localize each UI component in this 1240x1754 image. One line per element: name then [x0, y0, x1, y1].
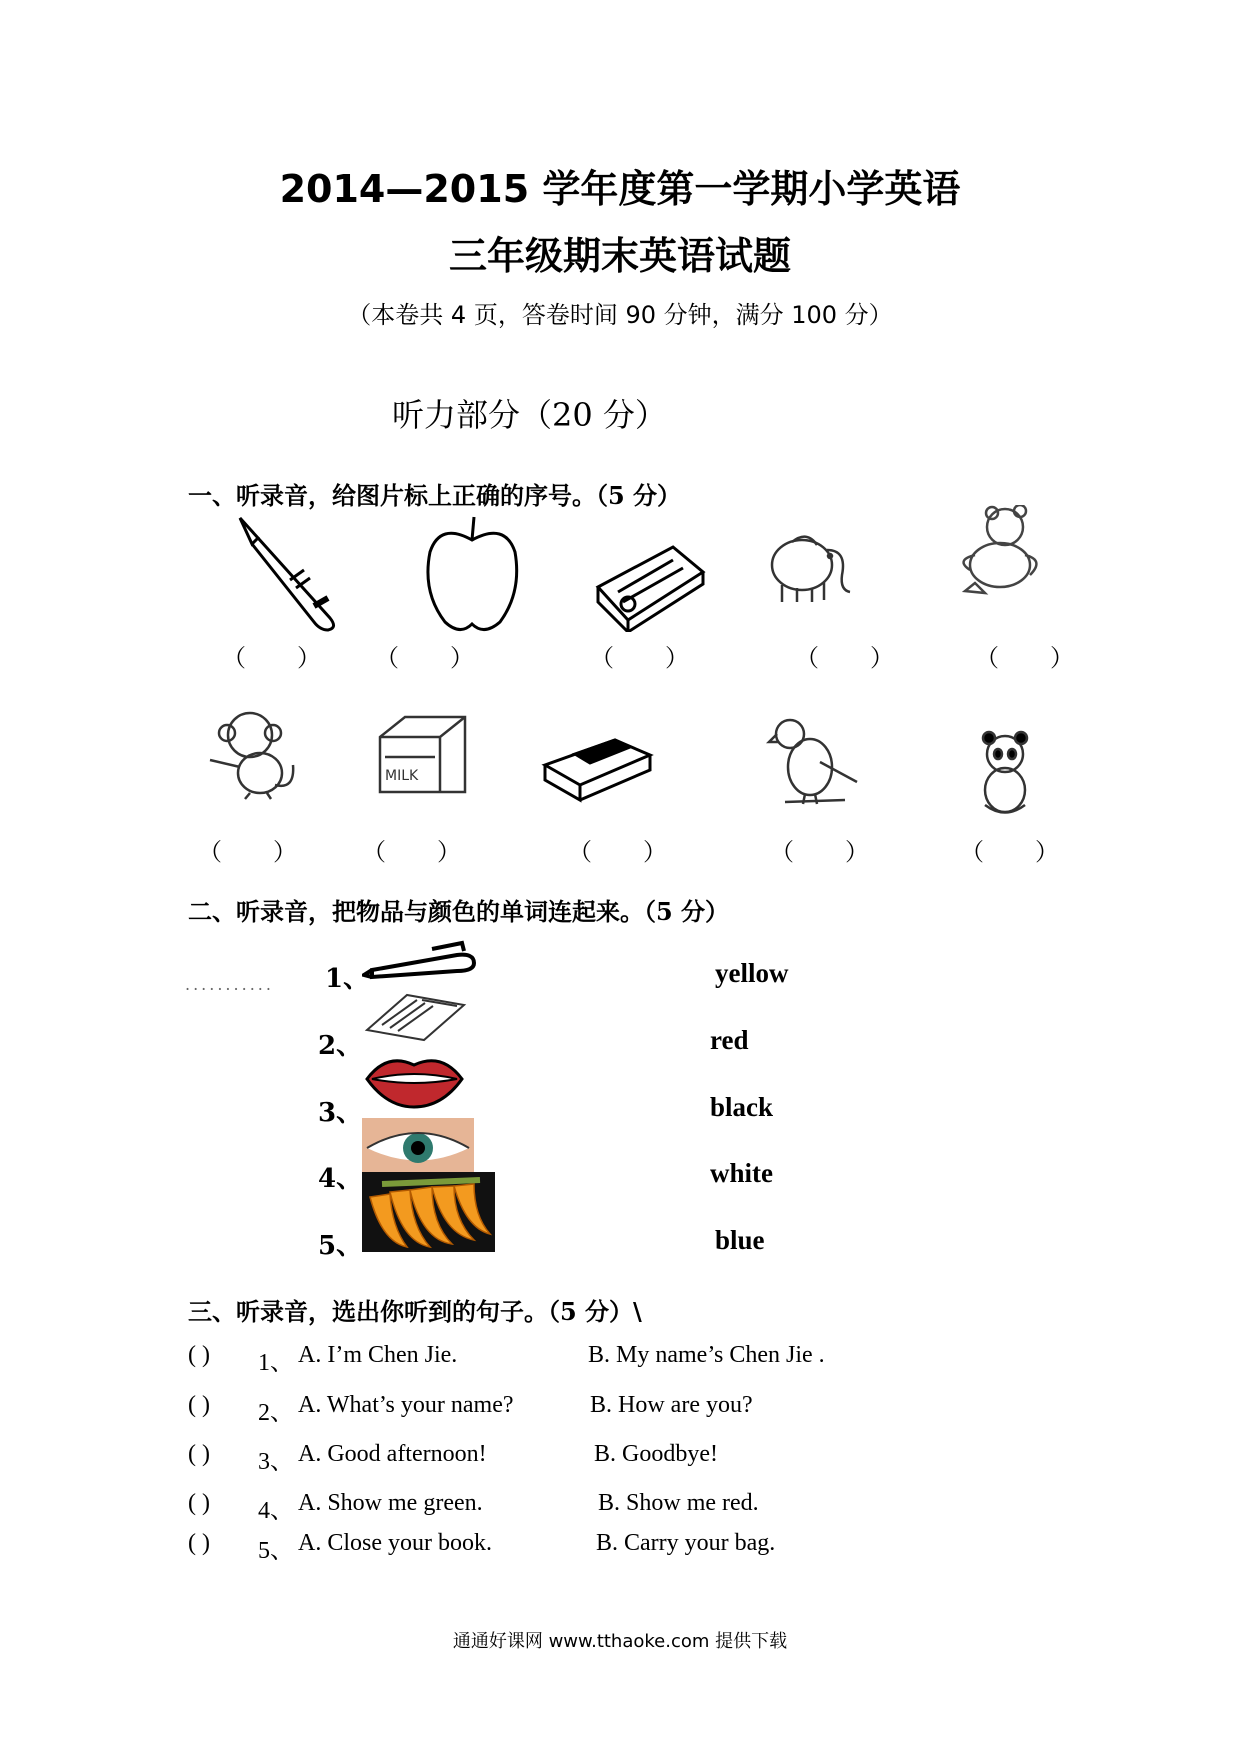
- question-5-paren[interactable]: ( ): [188, 1530, 210, 1556]
- question-4-option-a: A. Show me green.: [298, 1490, 483, 1516]
- question-4-option-b: B. Show me red.: [598, 1490, 759, 1516]
- match-item-number: 3、: [318, 1098, 363, 1128]
- color-word-white: white: [710, 1158, 773, 1188]
- exam-note: （本卷共 4 页，答卷时间 90 分钟，满分 100 分）: [347, 301, 893, 329]
- part2-title: 二、听录音，把物品与颜色的单词连起来。（5 分）: [188, 897, 730, 926]
- question-1-option-a: A. I’m Chen Jie.: [298, 1342, 458, 1368]
- question-3-number: 3、: [258, 1449, 294, 1475]
- answer-paren[interactable]: （ ）: [375, 644, 475, 672]
- question-4-number: 4、: [258, 1498, 294, 1524]
- answer-paren[interactable]: （ ）: [362, 838, 462, 866]
- answer-paren[interactable]: （ ）: [198, 838, 298, 866]
- answer-paren[interactable]: （ ）: [568, 838, 668, 866]
- bird-icon: [765, 712, 860, 812]
- question-1-number: 1、: [258, 1350, 294, 1376]
- question-5-option-b: B. Carry your bag.: [596, 1530, 776, 1556]
- page-footer: 通通好课网 www.tthaoke.com 提供下载: [452, 1631, 788, 1652]
- answer-paren[interactable]: （ ）: [960, 838, 1060, 866]
- question-4-paren[interactable]: ( ): [188, 1490, 210, 1516]
- question-1-option-b: B. My name’s Chen Jie .: [588, 1342, 825, 1368]
- match-item-number: 4、: [318, 1164, 363, 1194]
- eraser-icon: [540, 730, 655, 805]
- question-5-number: 5、: [258, 1538, 294, 1564]
- answer-paren[interactable]: （ ）: [975, 644, 1075, 672]
- pen-icon: [362, 935, 482, 985]
- eye-icon: [362, 1118, 474, 1173]
- answer-paren[interactable]: （ ）: [795, 644, 895, 672]
- color-word-blue: blue: [715, 1225, 765, 1255]
- part1-title: 一、听录音，给图片标上正确的序号。（5 分）: [188, 481, 682, 510]
- exam-title-line1: 2014—2015 学年度第一学期小学英语: [279, 167, 961, 211]
- bear-icon: [950, 505, 1045, 595]
- exam-title-line2: 三年级期末英语试题: [448, 234, 791, 278]
- question-5-option-a: A. Close your book.: [298, 1530, 492, 1556]
- question-1-paren[interactable]: ( ): [188, 1342, 210, 1368]
- question-3-paren[interactable]: ( ): [188, 1441, 210, 1467]
- panda-icon: [965, 730, 1045, 820]
- question-3-option-a: A. Good afternoon!: [298, 1441, 487, 1467]
- question-3-option-b: B. Goodbye!: [594, 1441, 718, 1467]
- listening-section-header: 听力部分（20 分）: [392, 396, 667, 434]
- color-word-black: black: [710, 1092, 774, 1122]
- apple-icon: [420, 512, 525, 637]
- pen-icon: [230, 510, 355, 635]
- bananas-icon: [362, 1172, 495, 1252]
- question-2-option-a: A. What’s your name?: [298, 1392, 514, 1418]
- part3-title: 三、听录音，选出你听到的句子。（5 分）\: [188, 1297, 642, 1326]
- elephant-icon: [762, 520, 857, 605]
- question-2-paren[interactable]: ( ): [188, 1392, 210, 1418]
- svg-text:MILK: MILK: [385, 768, 419, 784]
- milk-icon: [375, 712, 470, 797]
- answer-paren[interactable]: （ ）: [222, 644, 322, 672]
- match-item-number: 1、: [325, 964, 370, 994]
- monkey-icon: [205, 705, 305, 800]
- match-item-number: 5、: [318, 1231, 363, 1261]
- color-word-red: red: [710, 1025, 749, 1055]
- answer-paren[interactable]: （ ）: [770, 838, 870, 866]
- question-2-option-b: B. How are you?: [590, 1392, 753, 1418]
- answer-paren[interactable]: （ ）: [590, 644, 690, 672]
- pencil-box-icon: [593, 532, 708, 632]
- match-item-number: 2、: [318, 1031, 363, 1061]
- notebook-icon: [362, 990, 467, 1045]
- color-word-yellow: yellow: [715, 958, 789, 988]
- question-2-number: 2、: [258, 1400, 294, 1426]
- dotted-line: ...........: [185, 975, 274, 994]
- lips-icon: [362, 1047, 467, 1112]
